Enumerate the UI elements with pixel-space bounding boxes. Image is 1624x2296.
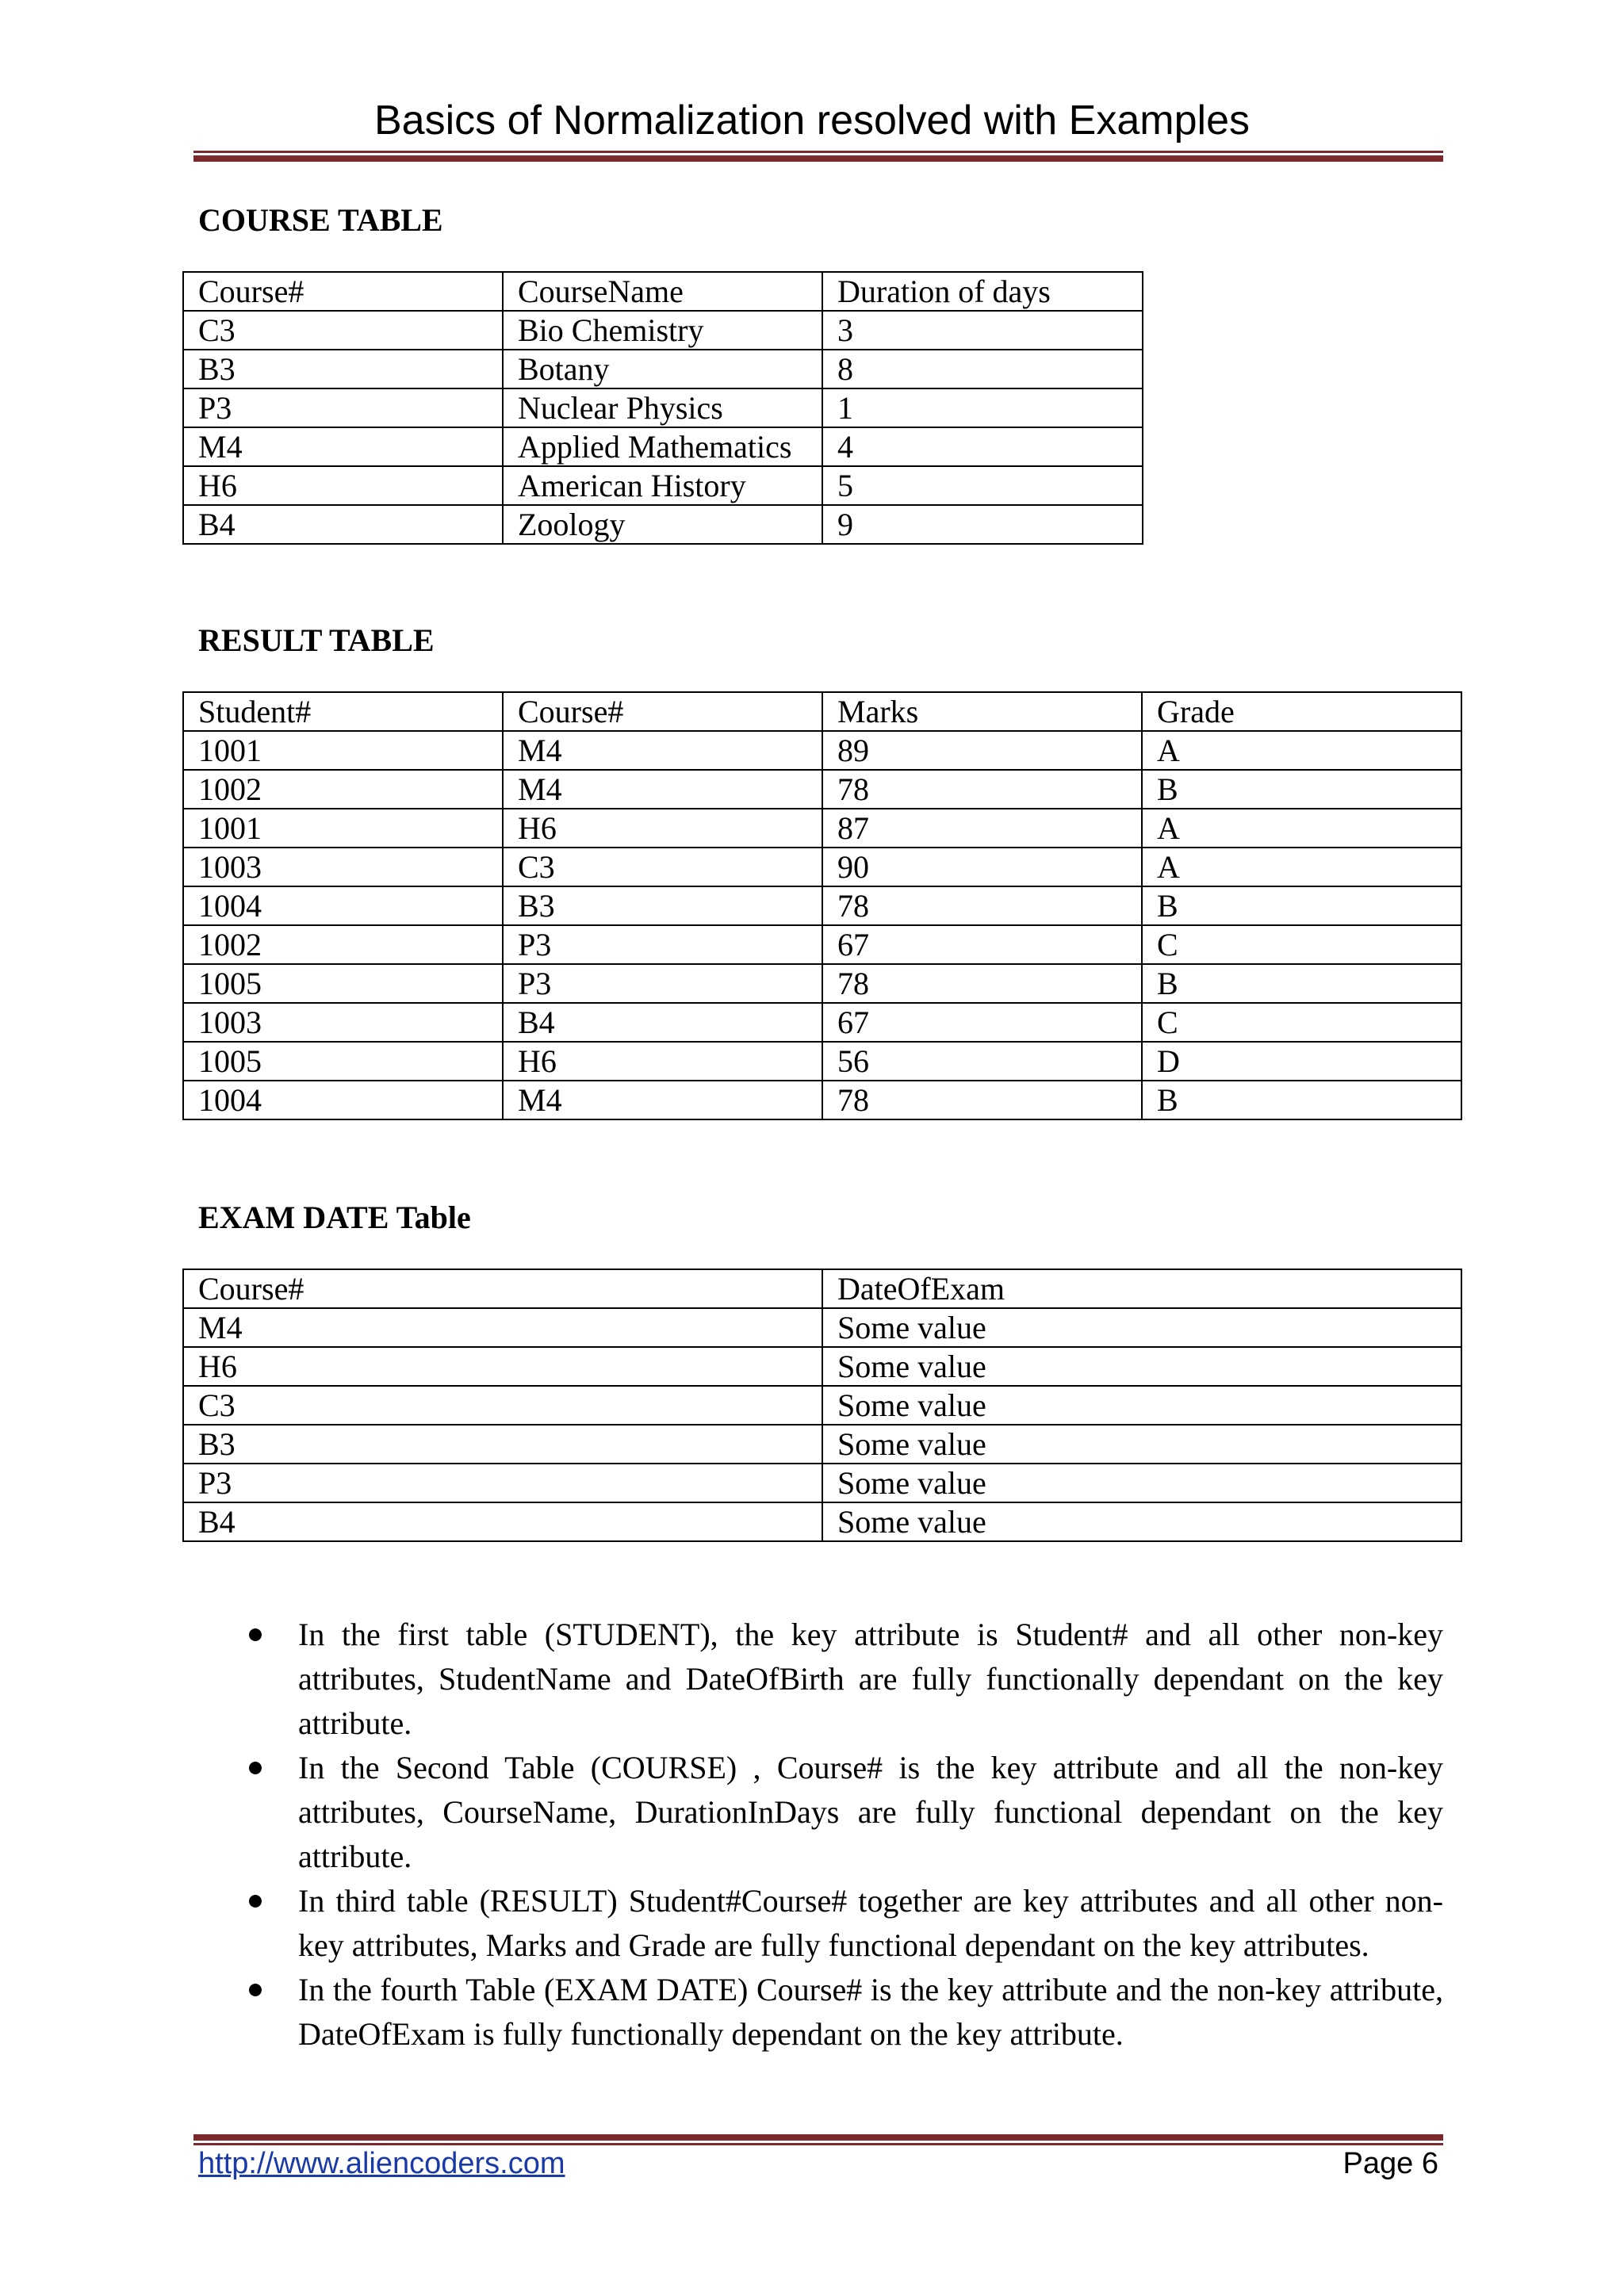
list-item: In the fourth Table (EXAM DATE) Course# is the key attribute and the non-key attribute, DateOfExam is fully functionally dependant on the key attribute. [238, 1968, 1443, 2057]
bullet-icon [249, 1895, 262, 1908]
table-cell: C [1142, 925, 1461, 964]
table-cell: 1001 [183, 809, 503, 848]
table-cell: 8 [822, 350, 1143, 388]
table-cell: Zoology [503, 505, 822, 544]
table-cell: A [1142, 731, 1461, 770]
footer-divider [193, 2134, 1443, 2145]
table-cell: Some value [822, 1386, 1461, 1425]
table-cell: 9 [822, 505, 1143, 544]
exam-table-title: EXAM DATE Table [198, 1200, 471, 1235]
table-row [183, 388, 1143, 427]
table-row [183, 1081, 1461, 1119]
table-cell: 78 [822, 1081, 1142, 1119]
table-cell: 1002 [183, 770, 503, 809]
table-row [183, 1003, 1461, 1042]
table-cell: C3 [183, 311, 503, 350]
table-cell: B4 [183, 1502, 822, 1541]
table-cell: P3 [183, 1464, 822, 1502]
header-divider [193, 151, 1443, 162]
bullet-icon [249, 1628, 262, 1641]
table-cell: Nuclear Physics [503, 388, 822, 427]
column-header: Marks [822, 692, 1142, 731]
table-row [183, 1042, 1461, 1081]
table-row [183, 466, 1143, 505]
table-row [183, 964, 1461, 1003]
table-cell: P3 [503, 925, 822, 964]
table-cell: Some value [822, 1464, 1461, 1502]
table-cell: 1005 [183, 1042, 503, 1081]
table-cell: C [1142, 1003, 1461, 1042]
table-cell: B3 [183, 350, 503, 388]
table-cell: B3 [183, 1425, 822, 1464]
list-item: In third table (RESULT) Student#Course# together are key attributes and all other non-key attributes, Marks and Grade are fully functional dependant on the key attributes. [238, 1879, 1443, 1968]
table-cell: Applied Mathematics [503, 427, 822, 466]
table-row [183, 731, 1461, 770]
page-number: Page 6 [1342, 2147, 1438, 2180]
table-cell: 1005 [183, 964, 503, 1003]
course-table-title: COURSE TABLE [198, 202, 443, 238]
table-row [183, 1386, 1461, 1425]
table-row [183, 1308, 1461, 1347]
table-row [183, 427, 1143, 466]
column-header: Course# [183, 1269, 822, 1308]
table-cell: 1003 [183, 1003, 503, 1042]
column-header: CourseName [503, 272, 822, 311]
table-cell: 1003 [183, 848, 503, 886]
list-item: In the first table (STUDENT), the key attribute is Student# and all other non-key attributes, StudentName and DateOfBirth are fully functionally dependant on the key attribute. [238, 1613, 1443, 1746]
table-cell: 4 [822, 427, 1143, 466]
table-cell: 87 [822, 809, 1142, 848]
table-cell: 1001 [183, 731, 503, 770]
column-header: Student# [183, 692, 503, 731]
table-cell: 1 [822, 388, 1143, 427]
column-header: Course# [503, 692, 822, 731]
table-cell: 56 [822, 1042, 1142, 1081]
table-row [183, 848, 1461, 886]
table-cell: H6 [183, 1347, 822, 1386]
table-row [183, 809, 1461, 848]
table-cell: M4 [183, 427, 503, 466]
table-cell: A [1142, 809, 1461, 848]
table-cell: B4 [183, 505, 503, 544]
table-cell: Some value [822, 1425, 1461, 1464]
table-cell: B [1142, 886, 1461, 925]
table-cell: 67 [822, 1003, 1142, 1042]
table-cell: B3 [503, 886, 822, 925]
table-header-row [183, 272, 1143, 311]
table-cell: 89 [822, 731, 1142, 770]
explanation-list [238, 1613, 1443, 2057]
table-row [183, 350, 1143, 388]
table-row [183, 505, 1143, 544]
table-header-row [183, 1269, 1461, 1308]
table-row [183, 1425, 1461, 1464]
list-item: In the Second Table (COURSE) , Course# is the key attribute and all the non-key attributes, CourseName, DurationInDays are fully functional dependant on the key attribute. [238, 1746, 1443, 1879]
table-cell: H6 [183, 466, 503, 505]
table-cell: A [1142, 848, 1461, 886]
table-cell: P3 [183, 388, 503, 427]
table-cell: H6 [503, 1042, 822, 1081]
table-cell: Some value [822, 1347, 1461, 1386]
result-table-title: RESULT TABLE [198, 622, 435, 658]
table-row [183, 925, 1461, 964]
table-cell: M4 [503, 770, 822, 809]
exam-date-table [182, 1269, 1462, 1542]
result-table [182, 691, 1462, 1120]
table-cell: B [1142, 770, 1461, 809]
page-title: Basics of Normalization resolved with Examples [374, 98, 1250, 144]
table-row [183, 311, 1143, 350]
table-cell: Some value [822, 1502, 1461, 1541]
table-cell: 1004 [183, 1081, 503, 1119]
table-cell: Bio Chemistry [503, 311, 822, 350]
table-cell: M4 [503, 731, 822, 770]
column-header: Course# [183, 272, 503, 311]
table-cell: 78 [822, 770, 1142, 809]
table-row [183, 886, 1461, 925]
table-cell: C3 [183, 1386, 822, 1425]
table-row [183, 1347, 1461, 1386]
table-cell: 78 [822, 964, 1142, 1003]
table-cell: Botany [503, 350, 822, 388]
column-header: Duration of days [822, 272, 1143, 311]
table-cell: B [1142, 1081, 1461, 1119]
table-header-row [183, 692, 1461, 731]
table-cell: C3 [503, 848, 822, 886]
table-row [183, 770, 1461, 809]
table-cell: M4 [183, 1308, 822, 1347]
table-cell: H6 [503, 809, 822, 848]
table-cell: 67 [822, 925, 1142, 964]
bullet-icon [249, 1762, 262, 1774]
column-header: Grade [1142, 692, 1461, 731]
table-cell: 1004 [183, 886, 503, 925]
table-cell: B [1142, 964, 1461, 1003]
table-cell: B4 [503, 1003, 822, 1042]
table-cell: Some value [822, 1308, 1461, 1347]
table-row [183, 1464, 1461, 1502]
table-cell: American History [503, 466, 822, 505]
table-cell: D [1142, 1042, 1461, 1081]
course-table [182, 271, 1143, 545]
table-cell: 3 [822, 311, 1143, 350]
footer-website-link[interactable]: http://www.aliencoders.com [198, 2147, 565, 2180]
table-cell: 78 [822, 886, 1142, 925]
column-header: DateOfExam [822, 1269, 1461, 1308]
bullet-icon [249, 1984, 262, 1996]
table-cell: 90 [822, 848, 1142, 886]
table-cell: 1002 [183, 925, 503, 964]
table-row [183, 1502, 1461, 1541]
table-cell: 5 [822, 466, 1143, 505]
table-cell: P3 [503, 964, 822, 1003]
table-cell: M4 [503, 1081, 822, 1119]
